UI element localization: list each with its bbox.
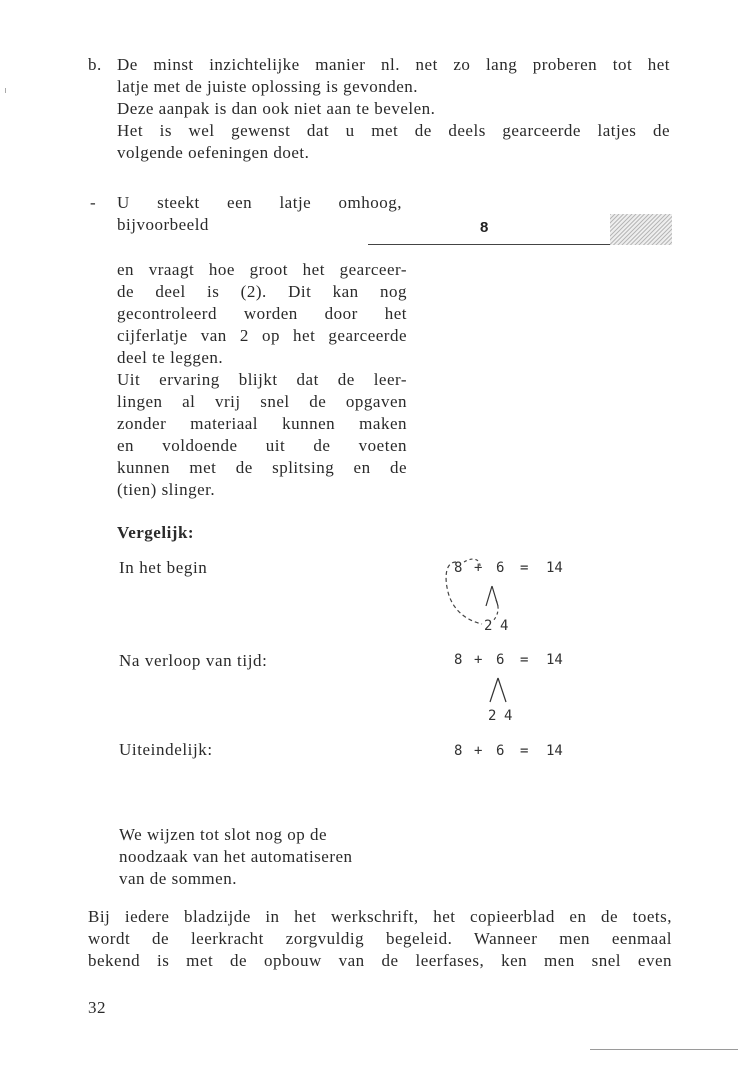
eq-operand: 6	[496, 652, 505, 668]
explanation-paragraph	[117, 259, 407, 501]
compare-label-begin: In het begin	[119, 558, 208, 577]
text-line: Het is wel gewenst dat u met de deels gearceerde latjes de	[117, 121, 670, 140]
compare-heading: Vergelijk:	[117, 523, 195, 542]
text-line: Uit ervaring blijkt dat de leer-	[117, 370, 407, 389]
closing-paragraph	[119, 824, 419, 890]
text-line: zonder materiaal kunnen maken	[117, 414, 407, 433]
section-b-paragraph	[117, 54, 670, 164]
split-dashed-arcs	[440, 556, 590, 636]
eq-operator: +	[474, 652, 483, 668]
text-line: lingen al vrij snel de opgaven	[117, 392, 407, 411]
text-line: De minst inzichtelijke manier nl. net zo lang proberen tot het	[117, 55, 670, 74]
eq-result: 14	[546, 743, 563, 759]
text-line: U steekt een latje omhoog,	[117, 193, 402, 212]
section-b-marker: b.	[88, 55, 102, 74]
text-line: van de sommen.	[119, 869, 237, 888]
text-line: cijferlatje van 2 op het gearceerde	[117, 326, 407, 345]
eq-result: 14	[546, 560, 563, 576]
scan-edge-line	[590, 1049, 738, 1050]
split-part: 2	[484, 618, 493, 634]
eq-operator: +	[474, 560, 483, 576]
final-paragraph	[88, 906, 672, 972]
split-part: 2	[488, 708, 497, 724]
compare-label-later: Na verloop van tijd:	[119, 651, 268, 670]
eq-operator: +	[474, 743, 483, 759]
text-line: wordt de leerkracht zorgvuldig begeleid. Wanneer men eenmaal	[88, 929, 672, 948]
text-line: kunnen met de splitsing en de	[117, 458, 407, 477]
split-branches	[440, 652, 590, 727]
eq-equals: =	[520, 560, 529, 576]
text-line: de deel is (2). Dit kan nog	[117, 282, 407, 301]
text-line: deel te leggen.	[117, 348, 224, 367]
eq-equals: =	[520, 652, 529, 668]
eq-operand: 8	[454, 652, 463, 668]
equation-later	[440, 652, 590, 727]
text-line: bijvoorbeeld	[117, 215, 209, 234]
rod-line	[368, 244, 610, 245]
text-line: volgende oefeningen doet.	[117, 143, 310, 162]
eq-result: 14	[546, 652, 563, 668]
split-part: 4	[504, 708, 513, 724]
text-line: noodzaak van het automatiseren	[119, 847, 353, 866]
text-line: We wijzen tot slot nog op de	[119, 825, 328, 844]
text-line: gecontroleerd worden door het	[117, 304, 407, 323]
equation-final	[440, 743, 590, 765]
text-line: en vraagt hoe groot het gearceer-	[117, 260, 407, 279]
scan-mark	[5, 88, 6, 93]
equation-begin	[440, 556, 590, 636]
eq-operand: 8	[454, 743, 463, 759]
text-line: Deze aanpak is dan ook niet aan te bevelen.	[117, 99, 436, 118]
bullet-paragraph	[117, 192, 402, 236]
rod-number: 8	[480, 219, 489, 236]
text-line: latje met de juiste oplossing is gevonden.	[117, 77, 418, 96]
text-line: bekend is met de opbouw van de leerfases, ken men snel even	[88, 951, 672, 970]
page-number: 32	[88, 998, 106, 1017]
eq-operand: 6	[496, 743, 505, 759]
split-part: 4	[500, 618, 509, 634]
text-line: en voldoende uit de voeten	[117, 436, 407, 455]
eq-equals: =	[520, 743, 529, 759]
eq-operand: 8	[454, 560, 463, 576]
text-line: Bij iedere bladzijde in het werkschrift, het copieerblad en de toets,	[88, 907, 672, 926]
text-line: (tien) slinger.	[117, 480, 216, 499]
bullet-marker: -	[90, 193, 97, 212]
rod-illustration	[368, 214, 672, 248]
rod-shaded-part	[610, 214, 672, 245]
compare-label-final: Uiteindelijk:	[119, 740, 213, 759]
eq-operand: 6	[496, 560, 505, 576]
